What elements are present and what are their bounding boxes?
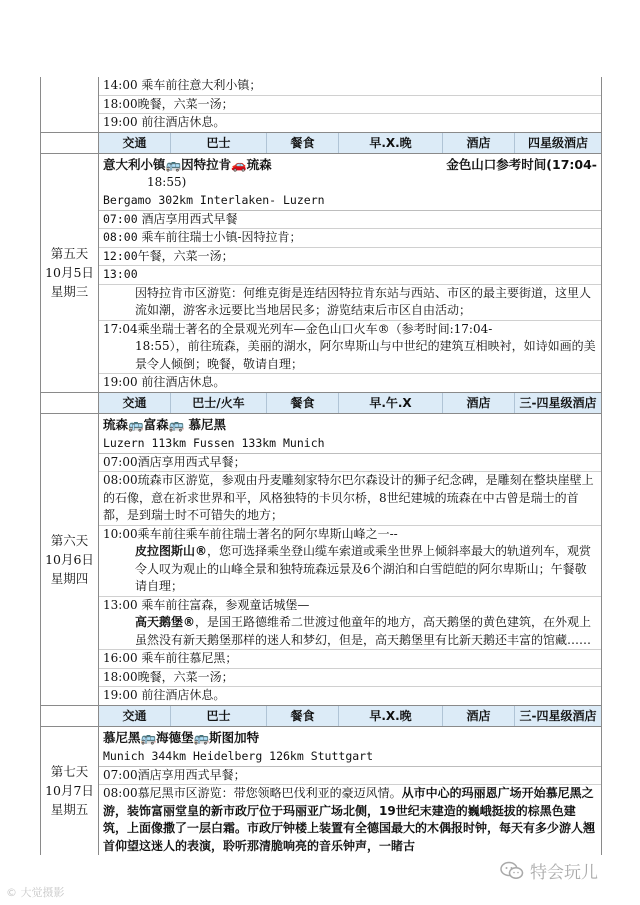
summary-value-meals: 早.X.晚 xyxy=(339,133,443,153)
summary-label-meals: 餐食 xyxy=(267,393,339,413)
day-weekday: 星期三 xyxy=(50,284,89,299)
itinerary-line xyxy=(99,785,601,855)
day7-label-cell xyxy=(41,727,99,856)
activity: 午餐，六菜一汤； xyxy=(137,248,234,263)
summary-label-hotel: 酒店 xyxy=(443,706,515,726)
itinerary-line xyxy=(99,248,601,267)
time: 07:00 xyxy=(103,211,138,226)
summary-value-hotel: 三-四星级酒店 xyxy=(519,396,597,410)
attraction-name: 皮拉图斯山® xyxy=(135,544,208,558)
itinerary-line: 08:00琉森市区游览，参观由丹麦雕刻家特尔巴尔森设计的狮子纪念碑，是雕刻在整块崖壁上的石像，意在祈求世界和平，风格独特的卡贝尔桥，8世纪建城的琉森在中古曾是瑞士的首都，是到瑞士时不可错失的地方； xyxy=(99,472,601,526)
summary-label-hotel: 酒店 xyxy=(443,133,515,153)
route-distance: Luzern 113km Fussen 133km Munich xyxy=(103,435,325,450)
day5-route xyxy=(99,154,601,211)
itinerary-line: 19:00 前往酒店休息。 xyxy=(103,115,226,129)
day4-tail-section xyxy=(41,77,601,133)
summary-value-meals: 早.X.晚 xyxy=(339,706,443,726)
time: 13:00 xyxy=(103,267,138,281)
day-date: 10月5日 xyxy=(45,265,94,280)
itinerary-line xyxy=(99,229,601,248)
activity: 08:00慕尼黑市区游览：带您领略巴伐利亚的豪迈风情。 xyxy=(103,786,402,800)
time: 08:00 xyxy=(103,230,138,244)
watermark-left: © 大觉摄影 xyxy=(6,886,65,899)
attraction-text: ，是国王路德维希二世渡过他童年的地方，高天鹅堡的黄色建筑，在外观上虽然没有新天鹅堡那样的迷人和梦幻，但是，高天鹅堡里有比新天鹅还丰富的馆藏…… xyxy=(135,615,592,647)
activity-description: 18:55），前往琉森，美丽的湖水，阿尔卑斯山与中世纪的建筑互相映衬，如诗如画的美景令人倾倒；晚餐，敬请自理； xyxy=(99,338,601,374)
wechat-icon xyxy=(500,861,524,881)
day-date: 10月6日 xyxy=(45,551,94,567)
watermark-text: 特会玩儿 xyxy=(530,863,598,883)
activity-description xyxy=(99,614,601,650)
summary-value-transport: 巴士 xyxy=(171,706,267,726)
itinerary-line: 19:00 前往酒店休息。 xyxy=(103,375,226,389)
route-distance: Munich 344km Heidelberg 126km Stuttgart xyxy=(103,748,374,763)
summary-value-meals: 早.午.X xyxy=(339,393,443,413)
day6-section xyxy=(41,414,601,706)
itinerary-line: 19:00 前往酒店休息。 xyxy=(103,688,226,702)
summary-label-transport: 交通 xyxy=(99,706,171,726)
attraction-name: 高天鹅堡® xyxy=(135,615,196,629)
day-number: 第七天 xyxy=(50,764,89,780)
summary-value-hotel: 四星级酒店 xyxy=(527,136,588,150)
summary-label-transport: 交通 xyxy=(99,393,171,413)
summary-label-hotel: 酒店 xyxy=(443,393,515,413)
attraction-text: ，您可选择乘坐登山缆车索道或乘坐世界上倾斜率最大的轨道列车，观赏令人叹为观止的山峰全景和独特琉森远景及6个湖泊和白雪皑皑的阿尔卑斯山；午餐敬请自理； xyxy=(135,544,592,593)
activity: 酒店享用西式早餐 xyxy=(141,211,238,226)
day4-label-cell xyxy=(41,77,99,132)
summary-value-transport: 巴士/火车 xyxy=(171,393,267,413)
day6-route xyxy=(99,414,601,454)
day-weekday: 星期四 xyxy=(50,570,89,586)
activity-description xyxy=(99,543,601,597)
itinerary-line: 13:00 乘车前往富森，参观童话城堡— xyxy=(103,597,310,612)
day7-route xyxy=(99,727,601,767)
day-number: 第六天 xyxy=(50,532,89,548)
itinerary-line xyxy=(99,211,601,230)
summary-label-meals: 餐食 xyxy=(267,133,339,153)
itinerary-line: 18:00晚餐，六菜一汤； xyxy=(99,96,601,115)
itinerary-line: 10:00乘车前往乘车前往瑞士著名的阿尔卑斯山峰之一-- xyxy=(103,526,398,541)
day5-section xyxy=(41,154,601,393)
itinerary-line xyxy=(99,266,601,285)
day-weekday: 星期五 xyxy=(50,802,89,818)
day6-label-cell xyxy=(41,414,99,705)
route-distance: Bergamo 302km Interlaken- Luzern xyxy=(103,192,325,207)
route-title: 意大利小镇🚌因特拉肯🚗琉森 xyxy=(103,156,272,172)
itinerary-line: 18:00晚餐，六菜一汤； xyxy=(99,669,601,688)
day4-summary-row xyxy=(41,133,601,154)
day-number: 第五天 xyxy=(50,246,89,261)
summary-label-transport: 交通 xyxy=(99,133,171,153)
watermark-right xyxy=(500,858,598,883)
summary-value-hotel: 三-四星级酒店 xyxy=(519,709,597,723)
day-date: 10月7日 xyxy=(45,783,94,799)
route-title: 琉森🚌富森🚌 慕尼黑 xyxy=(103,416,226,432)
itinerary-table xyxy=(40,77,602,855)
itinerary-line: 07:00酒店享用西式早餐； xyxy=(99,767,601,786)
itinerary-line: 16:00 乘车前往慕尼黑； xyxy=(99,650,601,669)
day6-summary-row xyxy=(41,706,601,727)
route-title: 慕尼黑🚌海德堡🚌斯图加特 xyxy=(103,729,260,745)
activity-bold: 从市中心的玛丽恩广场开始慕尼黑之游，装饰富丽堂皇的新市政厅位于玛丽亚广场北侧，19世纪末建造的巍峨挺拔的棕黑色建筑，上面像撒了一层白霜。市政厅钟楼上装置有全德国最大的木偶报时钟，每天有多少游人翘首仰望这迷人的表演，聆听那清脆响亮的音乐钟声，一睹古 xyxy=(103,786,596,853)
route-note: 金色山口参考时间(17:04- xyxy=(446,156,597,172)
route-note-continued: 18:55) xyxy=(147,174,187,189)
time: 12:00 xyxy=(103,248,138,263)
itinerary-line: 17:04乘坐瑞士著名的全景观光列车—金色山口火车®（参考时间:17:04- xyxy=(103,321,493,336)
summary-value-transport: 巴士 xyxy=(171,133,267,153)
activity: 乘车前往瑞士小镇-因特拉肯； xyxy=(141,230,302,244)
day5-summary-row xyxy=(41,393,601,414)
summary-label-meals: 餐食 xyxy=(267,706,339,726)
activity-description: 因特拉肯市区游览：何维克街是连结因特拉肯东站与西站、市区的最主要街道，这里人流如潮，游客永远要比当地居民多；游览结束后市区自由活动； xyxy=(99,285,601,321)
day7-section xyxy=(41,727,601,856)
day5-label-cell xyxy=(41,154,99,392)
itinerary-line: 14:00 乘车前往意大利小镇； xyxy=(99,77,601,96)
itinerary-line: 07:00酒店享用西式早餐； xyxy=(99,454,601,473)
